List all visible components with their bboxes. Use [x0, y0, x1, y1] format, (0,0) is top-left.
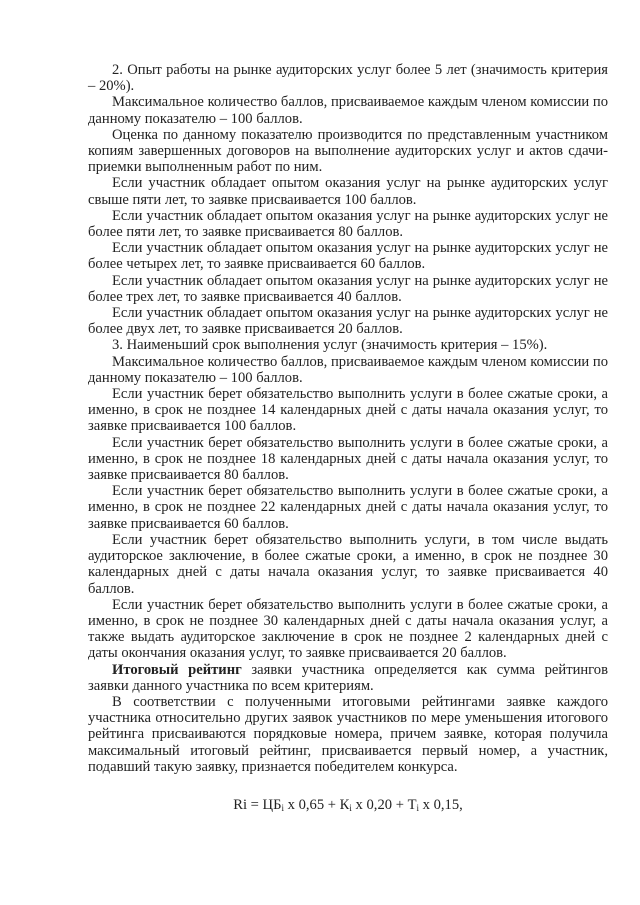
paragraph-2: Максимальное количество баллов, присваиваемое каждым членом комиссии по данному показателю – 100 баллов.	[88, 94, 608, 127]
paragraph-8: Если участник обладает опытом оказания услуг на рынке аудиторских услуг не более двух лет, то заявке присваивается 20 баллов.	[88, 305, 608, 338]
formula-term-1: х 0,65 + К	[283, 796, 350, 813]
paragraph-13: Если участник берет обязательство выполнить услуги в более сжатые сроки, а именно, в срок не позднее 22 календарных дней с даты начала оказания услуг, то заявке присваивается 60 баллов.	[88, 483, 608, 532]
paragraph-11: Если участник берет обязательство выполнить услуги в более сжатые сроки, а именно, в срок не позднее 14 календарных дней с даты начала оказания услуг, то заявке присваивается 100 баллов.	[88, 386, 608, 435]
formula-eq: = ЦБ	[247, 796, 282, 813]
rating-term: Итоговый рейтинг	[112, 661, 242, 678]
paragraph-1: 2. Опыт работы на рынке аудиторских услуг более 5 лет (значимость критерия – 20%).	[88, 62, 608, 95]
formula-sub-2: i	[349, 802, 352, 813]
document-page	[88, 62, 608, 813]
paragraph-7: Если участник обладает опытом оказания услуг на рынке аудиторских услуг не более трех лет, то заявке присваивается 40 баллов.	[88, 272, 608, 305]
formula-sub-3: i	[416, 802, 419, 813]
final-paragraph: В соответствии с полученными итоговыми рейтингами заявке каждого участника относительно других заявок участников по мере уменьшения итогового рейтинга присваиваются порядковые номера, причем заявке, которая получила максимальный итоговый рейтинг, присваивается первый номер, а участник, подавший такую заявку, признается победителем конкурса.	[88, 693, 608, 775]
paragraph-9: 3. Наименьший срок выполнения услуг (значимость критерия – 15%).	[112, 337, 548, 354]
paragraph-4: Если участник обладает опытом оказания услуг на рынке аудиторских услуг свыше пяти лет, то заявке присваивается 100 баллов.	[88, 175, 608, 208]
rating-paragraph	[88, 662, 608, 694]
paragraph-12: Если участник берет обязательство выполнить услуги в более сжатые сроки, а именно, в срок не позднее 18 календарных дней с даты начала оказания услуг, то заявке присваивается 80 баллов.	[88, 434, 608, 484]
rating-formula	[88, 797, 608, 813]
paragraph-15: Если участник берет обязательство выполнить услуги в более сжатые сроки, а именно, в срок не позднее 30 календарных дней с даты начала оказания услуг, а также выдать аудиторское заключение в срок не позднее 2 календарных дней с даты окончания оказания услуг, то заявке присваивается 20 баллов.	[88, 596, 608, 662]
formula-sub-1: i	[281, 802, 284, 813]
paragraph-14: Если участник берет обязательство выполнить услуги, в том числе выдать аудиторское заключение, в более сжатые сроки, а именно, в срок не позднее 30 календарных дней с даты начала оказания услуг, то заявке присваивается 40 баллов.	[88, 531, 608, 597]
paragraph-5: Если участник обладает опытом оказания услуг на рынке аудиторских услуг не более пяти лет, то заявке присваивается 80 баллов.	[88, 207, 608, 241]
paragraph-6: Если участник обладает опытом оказания услуг на рынке аудиторских услуг не более четырех лет, то заявке присваивается 60 баллов.	[88, 240, 608, 273]
formula-ri: Ri	[233, 796, 248, 813]
paragraph-10: Максимальное количество баллов, присваиваемое каждым членом комиссии по данному показателю – 100 баллов.	[88, 353, 608, 386]
rating-definition: заявки участника определяется как сумма рейтингов заявки данного участника по всем критериям.	[88, 661, 608, 694]
formula-term-2: х 0,20 + Т	[351, 796, 417, 813]
formula-term-3: х 0,15,	[419, 796, 463, 813]
paragraph-3: Оценка по данному показателю производится по представленным участником копиям завершенных договоров на выполнение аудиторских услуг и актов сдачи-приемки выполненным работ по ним.	[88, 126, 608, 176]
